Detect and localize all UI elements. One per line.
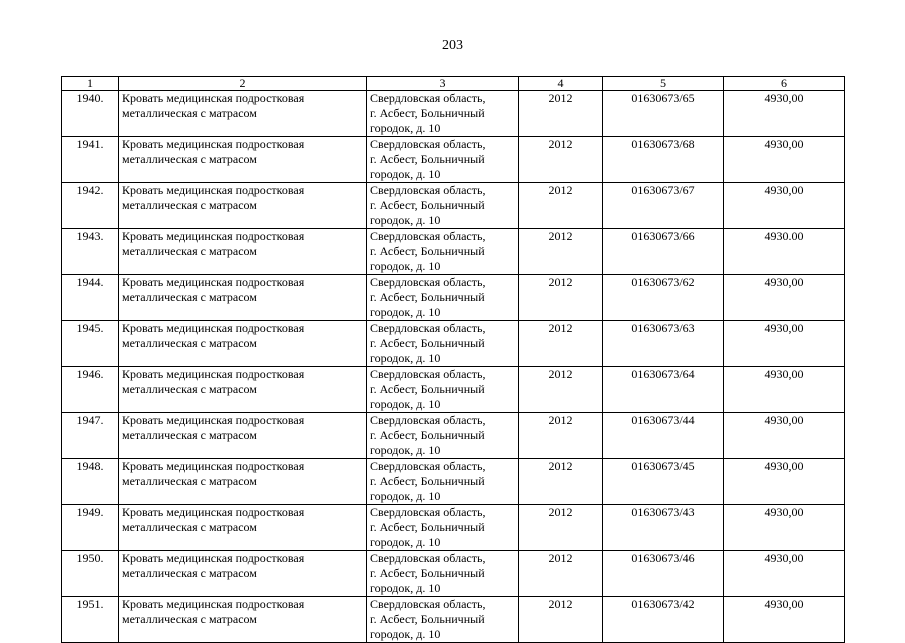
inventory-number: 01630673/44 bbox=[603, 413, 724, 459]
item-address: Свердловская область, г. Асбест, Больничный городок, д. 10 bbox=[367, 183, 519, 229]
item-year: 2012 bbox=[519, 459, 603, 505]
item-year: 2012 bbox=[519, 91, 603, 137]
item-address: Свердловская область, г. Асбест, Больничный городок, д. 10 bbox=[367, 275, 519, 321]
column-header-2: 2 bbox=[119, 77, 367, 91]
item-price: 4930,00 bbox=[724, 183, 845, 229]
table-row bbox=[62, 459, 845, 505]
item-address: Свердловская область, г. Асбест, Больничный городок, д. 10 bbox=[367, 459, 519, 505]
item-year: 2012 bbox=[519, 275, 603, 321]
inventory-number: 01630673/62 bbox=[603, 275, 724, 321]
inventory-number: 01630673/63 bbox=[603, 321, 724, 367]
item-year: 2012 bbox=[519, 367, 603, 413]
item-address: Свердловская область, г. Асбест, Больничный городок, д. 10 bbox=[367, 551, 519, 597]
item-year: 2012 bbox=[519, 413, 603, 459]
item-name: Кровать медицинская подростковая металлическая с матрасом bbox=[119, 229, 367, 275]
table-row bbox=[62, 413, 845, 459]
item-price: 4930,00 bbox=[724, 413, 845, 459]
row-number: 1943. bbox=[62, 229, 119, 275]
table-row bbox=[62, 367, 845, 413]
table-row bbox=[62, 505, 845, 551]
item-address: Свердловская область, г. Асбест, Больничный городок, д. 10 bbox=[367, 229, 519, 275]
item-price: 4930,00 bbox=[724, 551, 845, 597]
inventory-number: 01630673/68 bbox=[603, 137, 724, 183]
item-name: Кровать медицинская подростковая металлическая с матрасом bbox=[119, 459, 367, 505]
column-header-5: 5 bbox=[603, 77, 724, 91]
row-number: 1948. bbox=[62, 459, 119, 505]
item-name: Кровать медицинская подростковая металлическая с матрасом bbox=[119, 275, 367, 321]
item-year: 2012 bbox=[519, 551, 603, 597]
item-price: 4930,00 bbox=[724, 275, 845, 321]
item-address: Свердловская область, г. Асбест, Больничный городок, д. 10 bbox=[367, 413, 519, 459]
item-price: 4930,00 bbox=[724, 321, 845, 367]
inventory-number: 01630673/42 bbox=[603, 597, 724, 643]
item-address: Свердловская область, г. Асбест, Больничный городок, д. 10 bbox=[367, 597, 519, 643]
inventory-number: 01630673/65 bbox=[603, 91, 724, 137]
inventory-number: 01630673/45 bbox=[603, 459, 724, 505]
row-number: 1944. bbox=[62, 275, 119, 321]
item-year: 2012 bbox=[519, 229, 603, 275]
item-price: 4930,00 bbox=[724, 367, 845, 413]
row-number: 1947. bbox=[62, 413, 119, 459]
item-price: 4930,00 bbox=[724, 137, 845, 183]
table-row bbox=[62, 91, 845, 137]
table-row bbox=[62, 229, 845, 275]
column-header-4: 4 bbox=[519, 77, 603, 91]
row-number: 1949. bbox=[62, 505, 119, 551]
inventory-number: 01630673/67 bbox=[603, 183, 724, 229]
item-price: 4930,00 bbox=[724, 505, 845, 551]
table-header bbox=[62, 77, 845, 91]
row-number: 1951. bbox=[62, 597, 119, 643]
header-row bbox=[62, 77, 845, 91]
item-price: 4930,00 bbox=[724, 459, 845, 505]
item-year: 2012 bbox=[519, 137, 603, 183]
item-name: Кровать медицинская подростковая металлическая с матрасом bbox=[119, 137, 367, 183]
table-row bbox=[62, 275, 845, 321]
row-number: 1942. bbox=[62, 183, 119, 229]
item-year: 2012 bbox=[519, 183, 603, 229]
item-name: Кровать медицинская подростковая металлическая с матрасом bbox=[119, 367, 367, 413]
item-name: Кровать медицинская подростковая металлическая с матрасом bbox=[119, 91, 367, 137]
item-name: Кровать медицинская подростковая металлическая с матрасом bbox=[119, 321, 367, 367]
item-address: Свердловская область, г. Асбест, Больничный городок, д. 10 bbox=[367, 321, 519, 367]
item-year: 2012 bbox=[519, 505, 603, 551]
table-row bbox=[62, 137, 845, 183]
item-year: 2012 bbox=[519, 597, 603, 643]
table-row bbox=[62, 551, 845, 597]
inventory-number: 01630673/43 bbox=[603, 505, 724, 551]
inventory-number: 01630673/66 bbox=[603, 229, 724, 275]
item-address: Свердловская область, г. Асбест, Больничный городок, д. 10 bbox=[367, 91, 519, 137]
row-number: 1946. bbox=[62, 367, 119, 413]
item-year: 2012 bbox=[519, 321, 603, 367]
item-address: Свердловская область, г. Асбест, Больничный городок, д. 10 bbox=[367, 367, 519, 413]
row-number: 1945. bbox=[62, 321, 119, 367]
item-address: Свердловская область, г. Асбест, Больничный городок, д. 10 bbox=[367, 505, 519, 551]
column-header-6: 6 bbox=[724, 77, 845, 91]
item-price: 4930.00 bbox=[724, 229, 845, 275]
row-number: 1950. bbox=[62, 551, 119, 597]
table-row bbox=[62, 183, 845, 229]
inventory-number: 01630673/64 bbox=[603, 367, 724, 413]
row-number: 1941. bbox=[62, 137, 119, 183]
item-name: Кровать медицинская подростковая металлическая с матрасом bbox=[119, 505, 367, 551]
inventory-number: 01630673/46 bbox=[603, 551, 724, 597]
table-body bbox=[62, 91, 845, 643]
table-row bbox=[62, 597, 845, 643]
column-header-3: 3 bbox=[367, 77, 519, 91]
page-number: 203 bbox=[442, 38, 463, 53]
inventory-table bbox=[61, 76, 845, 643]
item-address: Свердловская область, г. Асбест, Больничный городок, д. 10 bbox=[367, 137, 519, 183]
item-name: Кровать медицинская подростковая металлическая с матрасом bbox=[119, 597, 367, 643]
column-header-1: 1 bbox=[62, 77, 119, 91]
row-number: 1940. bbox=[62, 91, 119, 137]
item-name: Кровать медицинская подростковая металлическая с матрасом bbox=[119, 413, 367, 459]
item-name: Кровать медицинская подростковая металлическая с матрасом bbox=[119, 183, 367, 229]
table-row bbox=[62, 321, 845, 367]
item-name: Кровать медицинская подростковая металлическая с матрасом bbox=[119, 551, 367, 597]
item-price: 4930,00 bbox=[724, 597, 845, 643]
item-price: 4930,00 bbox=[724, 91, 845, 137]
